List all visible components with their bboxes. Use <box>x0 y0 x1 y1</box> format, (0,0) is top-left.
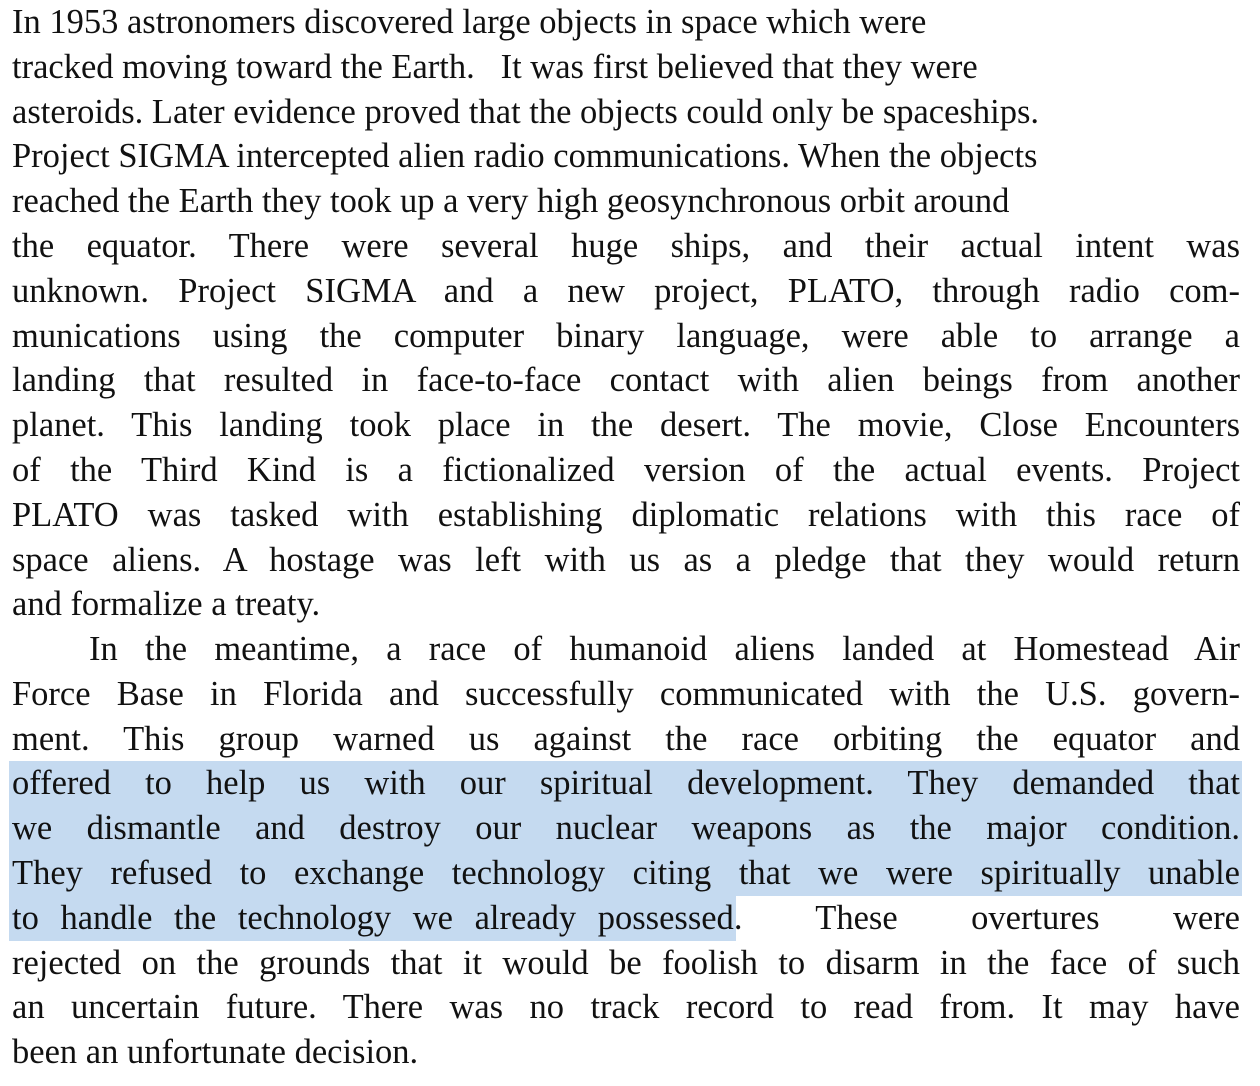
text-line: asteroids. Later evidence proved that the objects could only be spaceships. <box>12 92 1039 131</box>
text-line: landing that resulted in face-to-face contact with alien beings from another <box>12 361 1240 400</box>
text-line: tracked moving toward the Earth. It was first believed that they were <box>12 47 978 86</box>
paragraph-2 <box>12 627 1240 1075</box>
text-line: reached the Earth they took up a very high geosynchronous orbit around <box>12 182 1010 221</box>
highlighted-text-line[interactable]: we dismantle and destroy our nuclear weapons as the major condition. <box>9 806 1242 851</box>
highlighted-text-line[interactable]: They refused to exchange technology citing that we were spiritually unable <box>9 851 1242 896</box>
text-line-mixed <box>12 896 1240 941</box>
highlighted-text-line[interactable]: offered to help us with our spiritual development. They demanded that <box>9 761 1242 806</box>
paragraph-1 <box>12 0 1240 627</box>
text-line: the equator. There were several huge ships, and their actual intent was <box>12 226 1240 265</box>
text-line: an uncertain future. There was no track record to read from. It may have <box>12 988 1240 1027</box>
text-line: PLATO was tasked with establishing diplomatic relations with this race of <box>12 495 1240 534</box>
text-line: rejected on the grounds that it would be foolish to disarm in the face of such <box>12 943 1240 982</box>
text-segment: . These overtures were <box>733 898 1240 937</box>
highlighted-text-segment[interactable]: to handle the technology we already possessed <box>9 896 736 941</box>
text-line: of the Third Kind is a fictionalized version of the actual events. Project <box>12 450 1240 489</box>
text-line: In the meantime, a race of humanoid aliens landed at Homestead Air <box>89 630 1240 668</box>
text-line: ment. This group warned us against the race orbiting the equator and <box>12 719 1240 758</box>
text-line: been an unfortunate decision. <box>12 1033 419 1072</box>
text-line: Force Base in Florida and successfully communicated with the U.S. govern- <box>12 674 1240 713</box>
text-line: planet. This landing took place in the desert. The movie, Close Encounters <box>12 406 1240 445</box>
text-line: unknown. Project SIGMA and a new project, PLATO, through radio com- <box>12 271 1240 310</box>
text-line: munications using the computer binary language, were able to arrange a <box>12 316 1240 355</box>
text-line: In 1953 astronomers discovered large objects in space which were <box>12 3 927 41</box>
text-line: space aliens. A hostage was left with us as a pledge that they would return <box>12 540 1240 579</box>
text-line: Project SIGMA intercepted alien radio communications. When the objects <box>12 137 1038 176</box>
text-line: and formalize a treaty. <box>12 585 321 624</box>
